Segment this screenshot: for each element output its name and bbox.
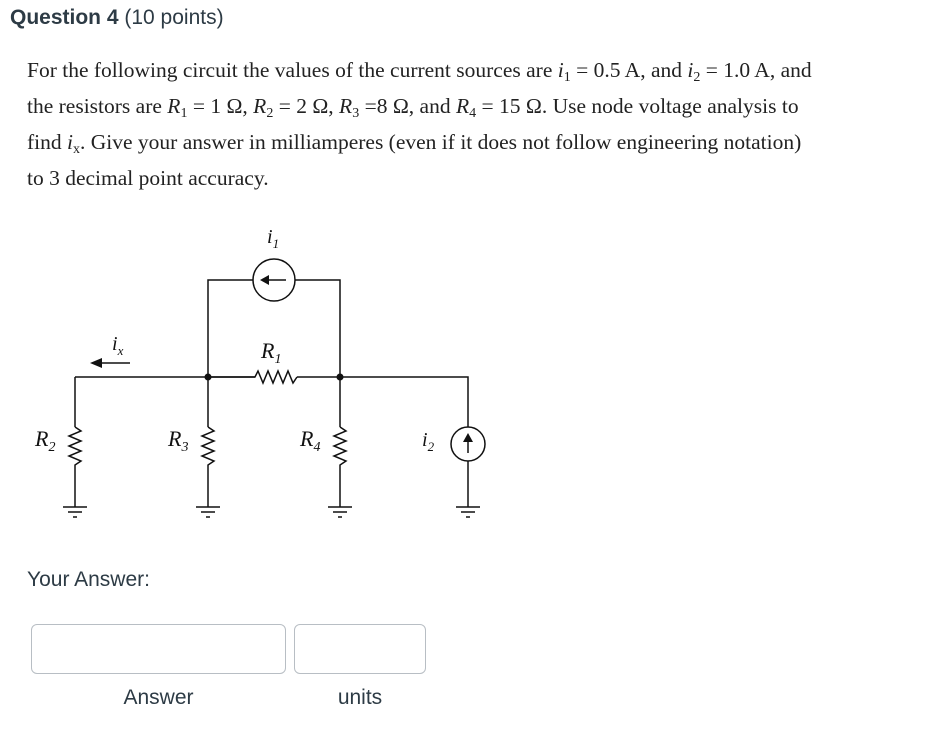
arrow-ix-head	[90, 358, 102, 368]
question-line-2	[27, 88, 932, 124]
symbol-R2: R	[253, 94, 267, 118]
text-segment: = 1 Ω,	[187, 94, 254, 118]
units-input[interactable]	[294, 624, 426, 674]
text-segment: find	[27, 130, 68, 154]
symbol-i2: i	[687, 58, 694, 82]
symbol-ix-sub: x	[73, 142, 80, 157]
symbol-R1: R	[167, 94, 181, 118]
text-segment: the resistors are	[27, 94, 168, 118]
node-left	[205, 374, 212, 381]
resistor-R4	[334, 427, 346, 507]
question-line-1	[27, 52, 932, 88]
question-line-4: to 3 decimal point accuracy.	[27, 166, 269, 190]
text-segment: = 15 Ω. Use node voltage analysis to	[476, 94, 799, 118]
symbol-R2-sub: 2	[266, 106, 274, 121]
text-segment: . Give your answer in milliamperes (even if it does not follow engineering notation)	[80, 130, 802, 154]
units-caption: units	[337, 686, 383, 709]
question-points: (10 points)	[124, 6, 224, 29]
resistor-R3	[202, 427, 214, 507]
text-segment: For the following circuit the values of the current sources are	[27, 58, 558, 82]
text-segment: = 1.0 A, and	[700, 58, 812, 82]
symbol-R3: R	[339, 94, 353, 118]
arrow-i1-head	[260, 275, 269, 285]
label-R1: $R_1$	[261, 338, 282, 367]
answer-input[interactable]	[31, 624, 286, 674]
symbol-R3-sub: 3	[352, 106, 360, 121]
question-title: Question 4	[10, 6, 119, 29]
resistor-R1	[208, 371, 297, 383]
text-segment: =8 Ω, and	[359, 94, 456, 118]
circuit-diagram	[0, 215, 520, 535]
ground-R2	[63, 507, 87, 517]
answer-caption: Answer	[123, 686, 194, 709]
symbol-i1-sub: 1	[563, 70, 571, 85]
wire-main	[75, 377, 468, 427]
text-segment: = 2 Ω,	[273, 94, 340, 118]
ground-R4	[328, 507, 352, 517]
label-i1: $i_1$	[267, 226, 280, 251]
question-line-3	[27, 124, 932, 160]
question-text	[27, 52, 932, 196]
your-answer-label: Your Answer:	[27, 568, 150, 591]
symbol-ix: i	[67, 130, 73, 154]
text-segment: = 0.5 A, and	[570, 58, 688, 82]
label-ix: $i_x$	[112, 333, 124, 358]
label-R2: $R_2$	[35, 426, 56, 455]
ground-i2	[456, 507, 480, 517]
symbol-R1-sub: 1	[180, 106, 188, 121]
arrow-i2-head	[463, 433, 473, 442]
question-header	[10, 6, 224, 30]
symbol-R4-sub: 4	[469, 106, 477, 121]
label-R3: $R_3$	[168, 426, 189, 455]
label-i2: $i_2$	[422, 429, 435, 454]
label-R4: $R_4$	[300, 426, 321, 455]
node-right	[337, 374, 344, 381]
symbol-R4: R	[455, 94, 470, 118]
resistor-R2	[69, 427, 81, 507]
ground-R3	[196, 507, 220, 517]
symbol-i1: i	[557, 58, 564, 82]
symbol-i2-sub: 2	[693, 70, 701, 85]
